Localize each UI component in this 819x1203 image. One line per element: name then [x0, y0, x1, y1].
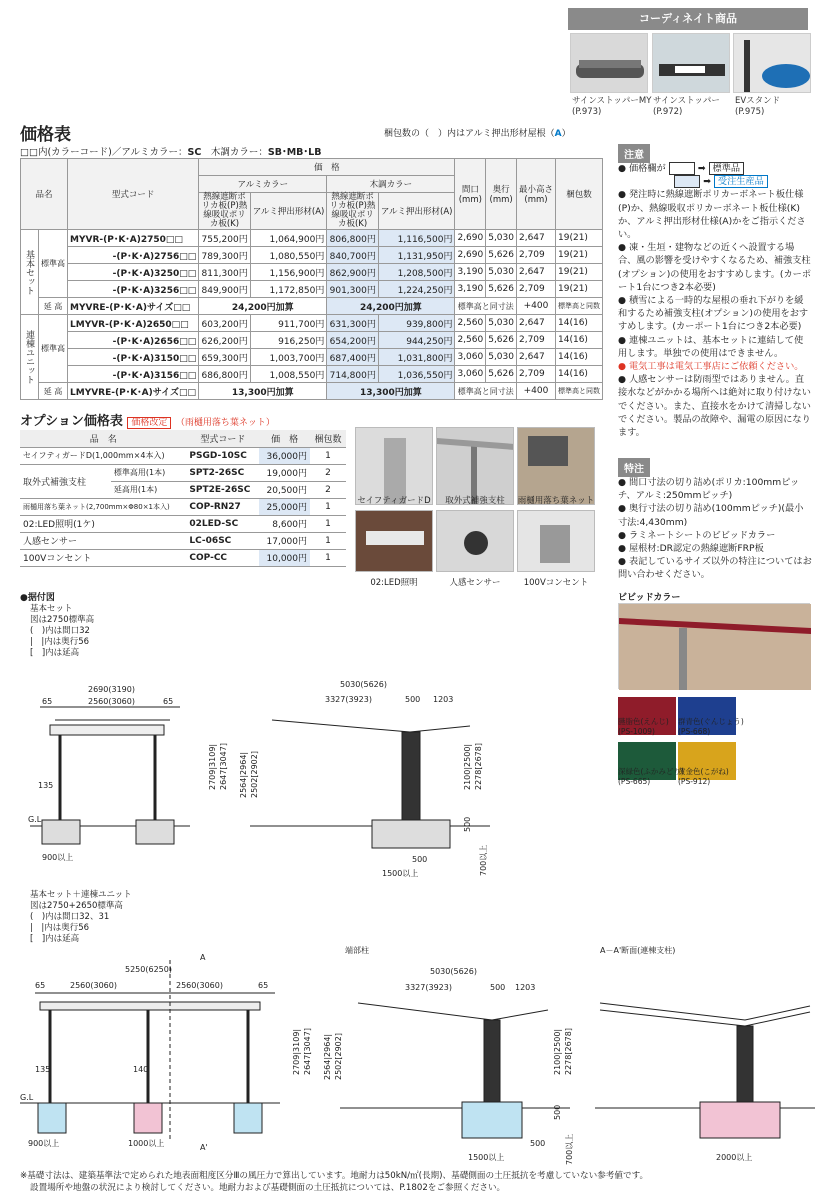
basic-legend: 基本セット 図は2750標準高 ( )内は間口32 | |内は奥行56 [ ]内は延高	[30, 604, 95, 658]
swatch-caption-3: 深緑色(ふかみどり) (PS-665)	[618, 767, 684, 786]
swatch-caption-4: 黄金色(こがね) (PS-912)	[678, 767, 729, 786]
col-maguchi: 間口 (mm)	[455, 159, 486, 230]
svg-text:65: 65	[42, 697, 53, 706]
col-height: 最小高さ (mm)	[516, 159, 555, 230]
col-price: 価 格	[199, 159, 455, 176]
opt-caption-2: 取外式補強支柱	[445, 496, 505, 506]
svg-text:2278[2678]: 2278[2678]	[474, 743, 483, 790]
svg-text:65: 65	[163, 697, 174, 706]
svg-text:140: 140	[133, 1065, 149, 1074]
svg-text:2564|2964|: 2564|2964|	[239, 751, 248, 798]
table-row: -(P･K･A)2756□□ 789,300円 1,080,550円 840,700円 1,131,950円 2,690 5,626 2,709 19(21)	[21, 247, 603, 264]
col-code: 型式コード	[68, 159, 199, 230]
svg-text:2560(3060): 2560(3060)	[88, 697, 135, 706]
svg-text:5030(5626): 5030(5626)	[430, 967, 477, 976]
svg-text:A: A	[200, 953, 206, 962]
svg-text:3327(3923): 3327(3923)	[325, 695, 372, 704]
svg-text:1500以上: 1500以上	[468, 1153, 505, 1162]
table-row: -(P･K･A)3150□□ 659,300円 1,003,700円 687,400円 1,031,800円 3,060 5,030 2,647 14(16)	[21, 349, 603, 366]
col-okuyuki: 奥行 (mm)	[486, 159, 517, 230]
svg-text:5030(5626): 5030(5626)	[340, 680, 387, 689]
opt-caption-1: セイフティガードD	[357, 496, 431, 506]
table-row: 人感センサー LC-06SC 17,000円 1	[20, 532, 346, 549]
svg-text:1203: 1203	[433, 695, 454, 704]
drawing-title: ●据付図	[20, 593, 55, 603]
svg-text:2709|3109|: 2709|3109|	[292, 1028, 301, 1075]
vivid-title: ビビッドカラー	[618, 593, 681, 603]
opt-caption-3: 雨樋用落ち葉ネット	[517, 496, 595, 506]
notes-list: ● 価格欄が ➡ 標準品 ➡ 受注生産品 ● 発注時に熱線遮断ポリカーボネート板仕様(P)か、熱線吸収ポリカーボネート板仕様(K)か、アルミ押出形材仕様(A)かをご指示ください。 ● 凍・生垣・建物などの近くへ設置する場合、風の影響を受けやすくなるため、補強支柱(オプション)の使用をおすすめします。(カーポート1台につき2本必要) ● 積雪による一時的な屋根の垂れ下がりを緩和するため補強支柱(オプション)の使用をおすすめします。(カーポート1台につき2本必要) ● 連棟ユニットは、基本セットに連結して使用します。単独での使用はできません。 ● 電気工事は電気工事店にご依頼ください。 ● 人感センサーは防雨型ではありません。直接水などがかかる場所へは絶対に取り付けないでください。また、直接水をかけて清掃しないでください。製品の故障や、漏電の原因になります。	[618, 163, 812, 439]
opt-caption-5: 人感センサー	[449, 578, 501, 588]
combo-legend: 基本セット＋連棟ユニット 図は2750+2650標準高 ( )内は間口32、31 | |内は奥行56 [ ]内は延高	[30, 890, 132, 944]
table-row: 100Vコンセント COP-CC 10,000円 1	[20, 549, 346, 566]
svg-text:端部柱: 端部柱	[345, 946, 369, 955]
col-pk-1: 熱線遮断ポリカ板(P)熱線吸収ポリカ板(K)	[199, 193, 250, 230]
col-pk-2: 熱線遮断ポリカ板(P)熱線吸収ポリカ板(K)	[327, 193, 379, 230]
svg-text:900以上: 900以上	[42, 853, 74, 862]
svg-text:500: 500	[490, 983, 506, 992]
svg-text:2502[2902]: 2502[2902]	[250, 751, 259, 798]
svg-text:700以上: 700以上	[565, 1133, 574, 1165]
coordinate-header: コーディネイト商品	[568, 8, 808, 30]
features-list: ● 間口寸法の切り詰め(ポリカ:100mmピッチ、アルミ:250mmピッチ) ● 奥行寸法の切り詰め(100mmピッチ)(最小寸法:4,430mm) ● ラミネートシートのビビッドカラー ● 屋根材:DR認定の熱線遮断FRP板 ● 表記しているサイズ以外の特注についてはお問い合わせください。	[618, 477, 812, 581]
svg-text:1203: 1203	[515, 983, 536, 992]
svg-text:135: 135	[38, 781, 54, 790]
table-row: 雨樋用落ち葉ネット(2,700mm×Φ80×1本入) COP-RN27 25,000円 1	[20, 498, 346, 515]
svg-text:2560(3060): 2560(3060)	[176, 981, 223, 990]
col-wood: 木調カラー	[327, 176, 455, 193]
svg-text:2000以上: 2000以上	[716, 1153, 753, 1162]
table-row: -(P･K･A)3256□□ 849,900円 1,172,850円 901,300円 1,224,250円 3,190 5,626 2,709 19(21)	[21, 281, 603, 298]
svg-text:2560(3060): 2560(3060)	[70, 981, 117, 990]
svg-text:2502[2902]: 2502[2902]	[334, 1033, 343, 1080]
coord-caption-2: サインストッパー (P.972)	[653, 96, 720, 117]
svg-text:900以上: 900以上	[28, 1139, 60, 1148]
price-title: 価格表	[20, 125, 71, 145]
notes-header: 注意	[618, 144, 650, 163]
svg-text:700以上: 700以上	[479, 844, 488, 876]
features-header: 特注	[618, 458, 650, 477]
option-title: オプション価格表 価格改定 （雨樋用落ち葉ネット）	[20, 414, 275, 429]
svg-text:500: 500	[553, 1104, 562, 1120]
color-note: □□内(カラーコード)／アルミカラー：SC 木調カラー：SB･MB･LB	[20, 147, 322, 158]
svg-text:1000以上: 1000以上	[128, 1139, 165, 1148]
swatch-caption-2: 群青色(ぐんじょう) (PS-668)	[678, 717, 744, 736]
svg-text:2647[3047]: 2647[3047]	[303, 1028, 312, 1075]
svg-text:G.L: G.L	[20, 1093, 34, 1102]
svg-text:3327(3923): 3327(3923)	[405, 983, 452, 992]
svg-text:2709|3109|: 2709|3109|	[208, 743, 217, 790]
opt-caption-6: 100Vコンセント	[523, 578, 589, 588]
packing-note: 梱包数の（ ）内はアルミ押出形材屋根（A）	[384, 129, 571, 139]
table-row: -(P･K･A)3250□□ 811,300円 1,156,900円 862,900円 1,208,500円 3,190 5,030 2,647 19(21)	[21, 264, 603, 281]
svg-text:500: 500	[412, 855, 428, 864]
col-a-1: アルミ押出形材(A)	[250, 193, 327, 230]
col-pack: 梱包数	[556, 159, 603, 230]
table-row: 延 高 LMYVRE-(P･K･A)サイズ□□ 13,300円加算 13,300円加算 標準高と同寸法 +400 標準高と同数	[21, 383, 603, 400]
table-row: セイフティガードD(1,000mm×4本入) PSGD-10SC 36,000円 1	[20, 447, 346, 464]
coord-caption-3: EVスタンド (P.975)	[735, 96, 781, 117]
svg-text:2647[3047]: 2647[3047]	[219, 743, 228, 790]
col-alumi: アルミカラー	[199, 176, 327, 193]
col-a-2: アルミ押出形材(A)	[378, 193, 455, 230]
svg-text:G.L: G.L	[28, 815, 42, 824]
swatch-caption-1: 臙脂色(えんじ) (PS-1009)	[618, 717, 669, 736]
table-row: 基本セット 標準高 MYVR-(P･K･A)2750□□ 755,200円 1,064,900円 806,800円 1,116,500円 2,690 5,030 2,647 19(21)	[21, 230, 603, 247]
svg-text:2278[2678]: 2278[2678]	[564, 1028, 573, 1075]
table-row: 02:LED照明(1ケ) 02LED-SC 8,600円 1	[20, 515, 346, 532]
footnote: ※基礎寸法は、建築基準法で定められた地表面粗度区分Ⅲの風圧力で算出しています。地耐力は50kN/㎡(長期)、基礎側面の土圧抵抗を考慮していない参考値です。 設置場所や地盤の状況により検討してください。地耐力および基礎側面の土圧抵抗については、P.1802をご参照ください。	[20, 1171, 649, 1193]
svg-text:A－A'断面(連棟支柱): A－A'断面(連棟支柱)	[600, 946, 676, 955]
opt-caption-4: 02:LED照明	[370, 578, 418, 588]
table-row: -(P･K･A)2656□□ 626,200円 916,250円 654,200円 944,250円 2,560 5,626 2,709 14(16)	[21, 332, 603, 349]
option-table: 品 名 型式コード 価 格 梱包数 セイフティガードD(1,000mm×4本入) PSGD-10SC 36,000円 1 取外式補強支柱 標準高用(1本) SPT2-26SC 19,000円 2 延高用(1本) SPT2E-26SC 20,500円 2 雨樋用落ち葉ネット(2,700mm×Φ80×1本入) COP-RN27 25,000円 1 02:LED照明(1ケ) 02LED-SC 8,600円 1 人感センサー LC-06SC 17,000円 1 100Vコンセント COP-CC 10,000円 1	[20, 430, 346, 567]
svg-text:65: 65	[258, 981, 269, 990]
svg-text:135: 135	[35, 1065, 51, 1074]
svg-text:500: 500	[530, 1139, 546, 1148]
table-row: -(P･K･A)3156□□ 686,800円 1,008,550円 714,800円 1,036,550円 3,060 5,626 2,709 14(16)	[21, 366, 603, 383]
svg-text:2100|2500|: 2100|2500|	[463, 743, 472, 790]
col-name: 品名	[21, 159, 68, 230]
svg-text:500: 500	[463, 816, 472, 832]
svg-text:2690(3190): 2690(3190)	[88, 685, 135, 694]
svg-text:2564|2964|: 2564|2964|	[323, 1033, 332, 1080]
table-row: 取外式補強支柱 標準高用(1本) SPT2-26SC 19,000円 2	[20, 464, 346, 481]
svg-text:2100|2500|: 2100|2500|	[553, 1028, 562, 1075]
table-row: 連棟ユニット 標準高 LMYVR-(P･K･A)2650□□ 603,200円 911,700円 631,300円 939,800円 2,560 5,030 2,647 14(16)	[21, 315, 603, 332]
table-row: 延 高 MYVRE-(P･K･A)サイズ□□ 24,200円加算 24,200円加算 標準高と同寸法 +400 標準高と同数	[21, 298, 603, 315]
svg-text:5250(6250): 5250(6250)	[125, 965, 172, 974]
svg-text:1500以上: 1500以上	[382, 869, 419, 878]
table-row: 延高用(1本) SPT2E-26SC 20,500円 2	[20, 481, 346, 498]
svg-text:500: 500	[405, 695, 421, 704]
svg-text:65: 65	[35, 981, 46, 990]
svg-text:A': A'	[200, 1143, 208, 1152]
coord-caption-1: サインストッパーMY (P.973)	[572, 96, 652, 117]
